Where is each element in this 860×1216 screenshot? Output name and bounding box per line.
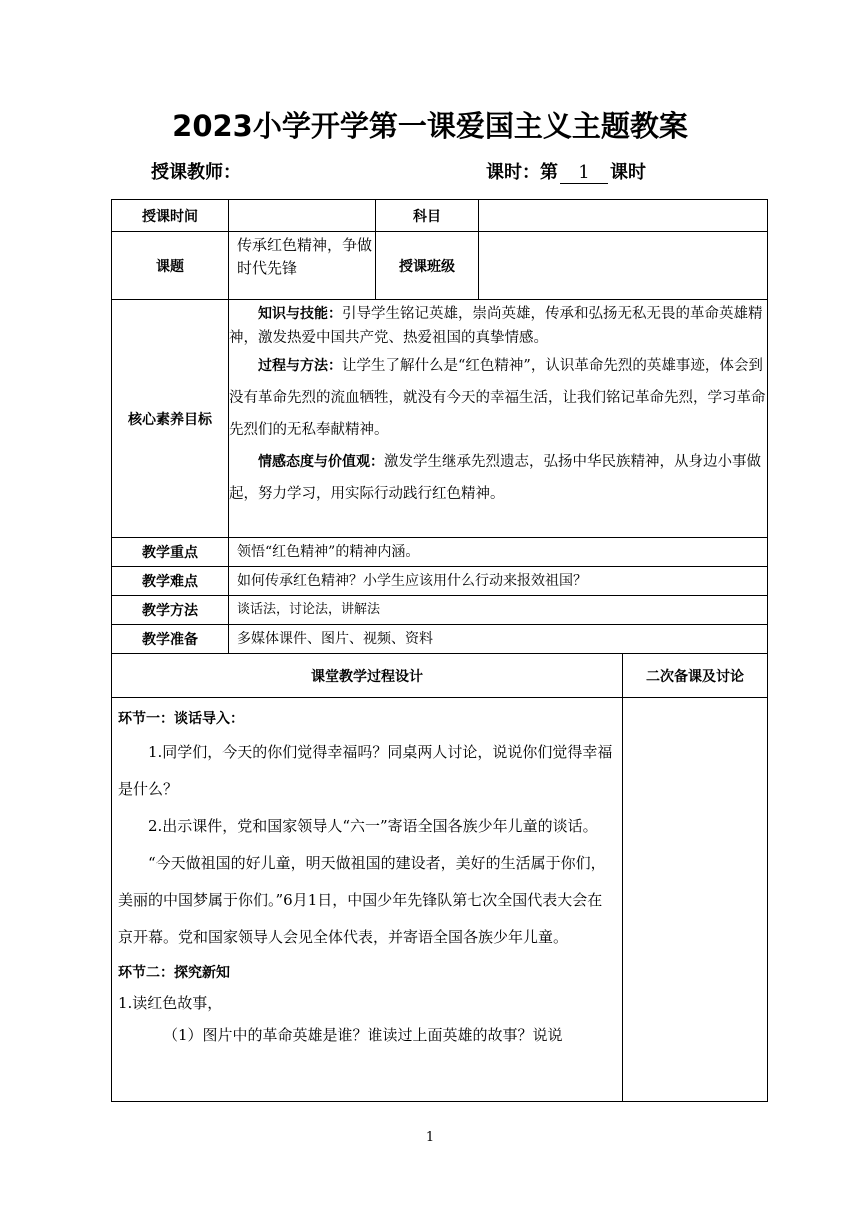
goals-content xyxy=(229,300,768,538)
subject-value xyxy=(479,200,768,232)
row-focus xyxy=(112,538,768,567)
class-value xyxy=(479,232,768,300)
period-prefix: 课时：第 xyxy=(486,162,558,183)
process-paragraph-1: 1.同学们，今天的你们觉得幸福吗？同桌两人讨论，说说你们觉得幸福是什么？ xyxy=(118,743,613,798)
period-suffix: 课时 xyxy=(610,162,646,183)
lesson-plan-table xyxy=(111,199,768,1102)
teacher-label: 授课教师： xyxy=(151,162,241,183)
time-value xyxy=(229,200,376,232)
subject-label: 科目 xyxy=(376,200,479,232)
period-line xyxy=(486,158,646,184)
goals-label: 核心素养目标 xyxy=(112,300,229,538)
prep-value: 多媒体课件、图片、视频、资料 xyxy=(229,625,768,654)
notes-header: 二次备课及讨论 xyxy=(623,654,768,698)
period-value: 1 xyxy=(560,162,608,184)
row-goals xyxy=(112,300,768,538)
row-process-content xyxy=(112,698,768,1102)
difficulty-label: 教学难点 xyxy=(112,567,229,596)
goal-emotion: 情感态度与价值观：激发学生继承先烈遗志，弘扬中华民族精神，从身边小事做起，努力学习，用实际行动践行红色精神。 xyxy=(229,454,761,502)
document-title: 2023小学开学第一课爱国主义主题教案 xyxy=(172,109,688,143)
focus-label: 教学重点 xyxy=(112,538,229,567)
section-2-heading: 环节二：探究新知 xyxy=(118,965,230,981)
class-label: 授课班级 xyxy=(376,232,479,300)
difficulty-value: 如何传承红色精神？小学生应该用什么行动来报效祖国？ xyxy=(229,567,768,596)
row-topic-class xyxy=(112,232,768,300)
goal-process: 过程与方法：让学生了解什么是“红色精神”，认识革命先烈的英雄事迹，体会到没有革命先烈的流血牺牲，就没有今天的幸福生活，让我们铭记革命先烈，学习革命先烈们的无私奉献精神。 xyxy=(229,358,766,438)
process-paragraph-5: （1）图片中的革命英雄是谁？谁读过上面英雄的故事？说说 xyxy=(163,1026,563,1044)
topic-value: 传承红色精神，争做时代先锋 xyxy=(229,232,376,300)
row-method xyxy=(112,596,768,625)
row-difficulty xyxy=(112,567,768,596)
process-paragraph-4: 1.读红色故事， xyxy=(118,994,223,1012)
row-time-subject xyxy=(112,200,768,232)
focus-value: 领悟“红色精神”的精神内涵。 xyxy=(229,538,768,567)
process-header: 课堂教学过程设计 xyxy=(112,654,623,698)
page-number: 1 xyxy=(425,1130,435,1145)
row-prep xyxy=(112,625,768,654)
prep-label: 教学准备 xyxy=(112,625,229,654)
process-content xyxy=(112,698,623,1102)
time-label: 授课时间 xyxy=(112,200,229,232)
notes-content xyxy=(623,698,768,1102)
process-paragraph-2: 2.出示课件，党和国家领导人“六一”寄语全国各族少年儿童的谈话。 xyxy=(148,817,598,835)
topic-label: 课题 xyxy=(112,232,229,300)
process-paragraph-3: “今天做祖国的好儿童，明天做祖国的建设者，美好的生活属于你们，美丽的中国梦属于你们。”6月1日，中国少年先锋队第七次全国代表大会在京开幕。党和国家领导人会见全体代表，并寄语全国各族少年儿童。 xyxy=(118,854,606,946)
section-1-heading: 环节一：谈话导入： xyxy=(118,711,244,727)
row-process-header xyxy=(112,654,768,698)
method-value: 谈话法，讨论法，讲解法 xyxy=(229,596,768,625)
goal-knowledge: 知识与技能：引导学生铭记英雄，崇尚英雄，传承和弘扬无私无畏的革命英雄精神，激发热爱中国共产党、热爱祖国的真挚情感。 xyxy=(229,306,763,346)
method-label: 教学方法 xyxy=(112,596,229,625)
